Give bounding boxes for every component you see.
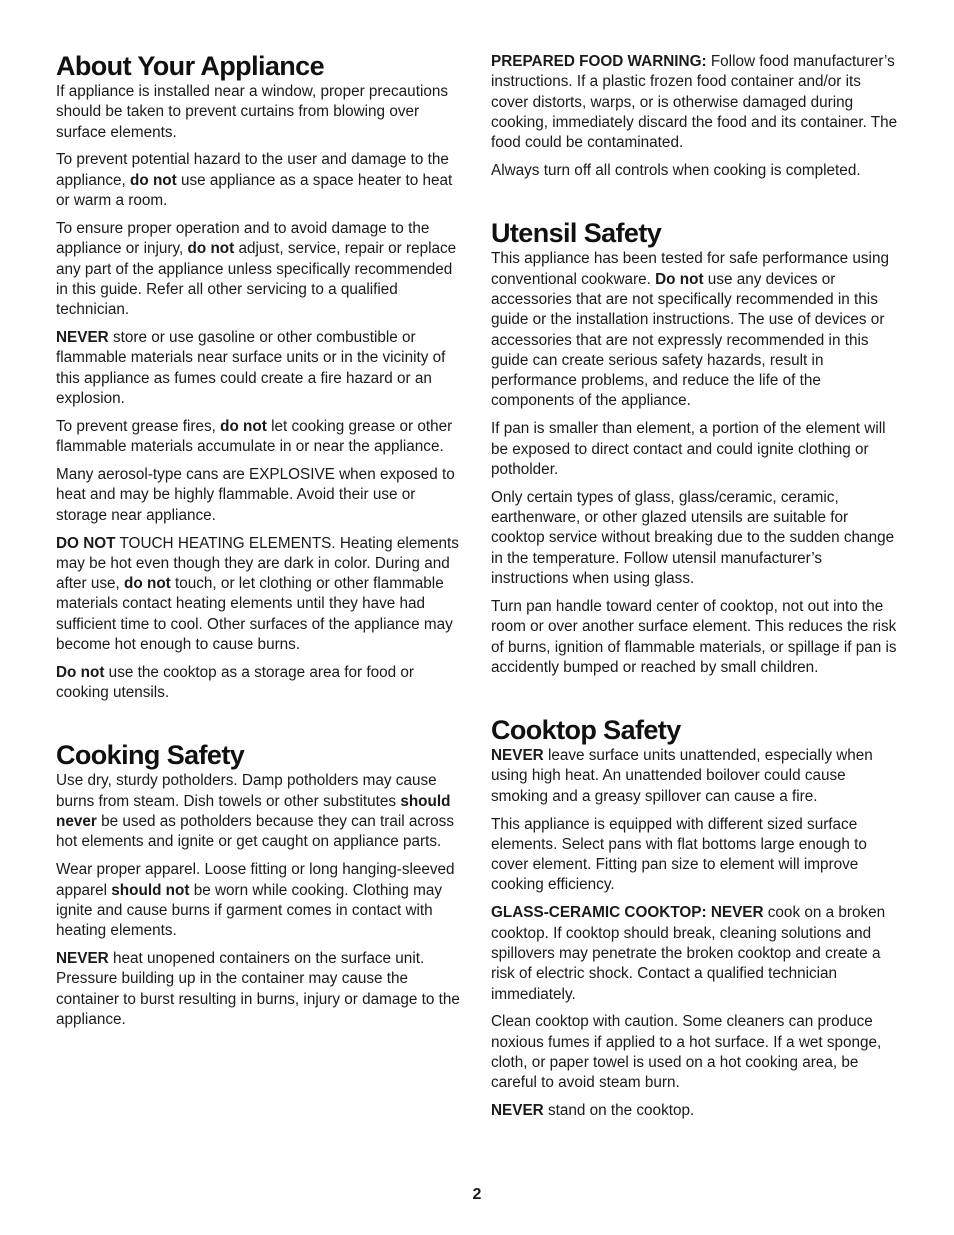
cooking-safety-heading: Cooking Safety: [56, 740, 245, 771]
paragraph: Clean cooktop with caution. Some cleaners can produce noxious fumes if applied to a hot surface. If a wet sponge, cloth, or paper towel is used on a hot cooking area, be careful to avoid steam burn.: [491, 1013, 882, 1092]
paragraph: Only certain types of glass, glass/ceramic, ceramic, earthenware, or other glazed utensils are suitable for cooktop service without breaking due to the sudden change in the temperature. Follow utensil manufacturer’s instructions when using glass.: [491, 488, 895, 588]
paragraph: Turn pan handle toward center of cooktop, not out into the room or over another surface element. This reduces the risk of burns, ignition of flammable materials, or spillage if pan is accidently bumped or reached by small children.: [491, 597, 897, 676]
about-your-appliance-section: [56, 50, 466, 703]
paragraph: DO NOT TOUCH HEATING ELEMENTS. Heating elements may be hot even though they are dark in color. During and after use, do not touch, or let clothing or other flammable materials contact heating elements until they have had sufficient time to cool. Other surfaces of the appliance may become hot enough to cause burns.: [56, 534, 459, 653]
paragraph: To prevent grease fires, do not let cooking grease or other flammable materials accumulate in or near the appliance.: [56, 417, 453, 456]
paragraph: NEVER heat unopened containers on the surface unit. Pressure building up in the container may cause the container to burst resulting in burns, injury or damage to the appliance.: [56, 950, 460, 1028]
paragraph: PREPARED FOOD WARNING: Follow food manufacturer’s instructions. If a plastic frozen food container and/or its cover distorts, warps, or is otherwise damaged during cooking, immediately discard the food and its container. The food could be contaminated.: [491, 53, 898, 152]
paragraph: NEVER leave surface units unattended, especially when using high heat. An unattended boilover could cause smoking and a greasy spillover can cause a fire.: [491, 747, 873, 805]
paragraph: If appliance is installed near a window, proper precautions should be taken to prevent curtains from blowing over surface elements.: [56, 83, 449, 141]
paragraph: NEVER store or use gasoline or other combustible or flammable materials near surface units or in the vicinity of this appliance as fumes could create a fire hazard or an explosion.: [56, 329, 446, 407]
cooking-safety-section: [56, 739, 466, 1030]
prepared-food-section: [491, 52, 901, 181]
utensil-safety-heading: Utensil Safety: [491, 218, 662, 249]
right-column: [491, 52, 901, 1129]
paragraph: NEVER stand on the cooktop.: [491, 1102, 695, 1120]
about-your-appliance-heading: About Your Appliance: [56, 51, 325, 81]
paragraph: Many aerosol-type cans are EXPLOSIVE when exposed to heat and may be highly flammable. Avoid their use or storage near appliance.: [56, 466, 455, 524]
paragraph: To prevent potential hazard to the user and damage to the appliance, do not use appliance as a space heater to heat or warm a room.: [56, 151, 453, 210]
paragraph: Do not use the cooktop as a storage area for food or cooking utensils.: [56, 663, 414, 702]
paragraph: Use dry, sturdy potholders. Damp potholders may cause burns from steam. Dish towels or other substitutes should never be used as potholders because they can trail across hot elements and ignite or get caught on appliance parts.: [56, 772, 454, 851]
paragraph: To ensure proper operation and to avoid damage to the appliance or injury, do not adjust, service, repair or replace any part of the appliance unless specifically recommended in this guide. Refer all other servicing to a qualified technician.: [56, 219, 457, 319]
paragraph: Wear proper apparel. Loose fitting or long hanging-sleeved apparel should not be worn while cooking. Clothing may ignite and cause burns if garment comes in contact with heating elements.: [56, 861, 455, 940]
page-number: 2: [472, 1186, 482, 1203]
paragraph: If pan is smaller than element, a portion of the element will be exposed to direct contact and could ignite clothing or potholder.: [491, 420, 886, 478]
utensil-safety-section: [491, 217, 901, 678]
cooktop-safety-section: [491, 714, 901, 1121]
cooktop-safety-heading: Cooktop Safety: [491, 715, 681, 746]
paragraph: This appliance has been tested for safe performance using conventional cookware. Do not use any devices or accessories that are not specifically recommended in this guide or the installation instructions. The use of devices or accessories that are not expressly recommended in this guide can create serious safety hazards, result in performance problems, and reduce the life of the components of the appliance.: [491, 250, 889, 410]
left-column: [56, 50, 466, 1038]
paragraph: Always turn off all controls when cooking is completed.: [491, 162, 861, 180]
paragraph: GLASS-CERAMIC COOKTOP: NEVER cook on a broken cooktop. If cooktop should break, cleaning solutions and spillovers may penetrate the broken cooktop and create a risk of electric shock. Contact a qualified technician immediately.: [491, 904, 886, 1003]
paragraph: This appliance is equipped with different sized surface elements. Select pans with flat bottoms large enough to cover element. Fitting pan size to element will improve cooking efficiency.: [491, 815, 867, 894]
